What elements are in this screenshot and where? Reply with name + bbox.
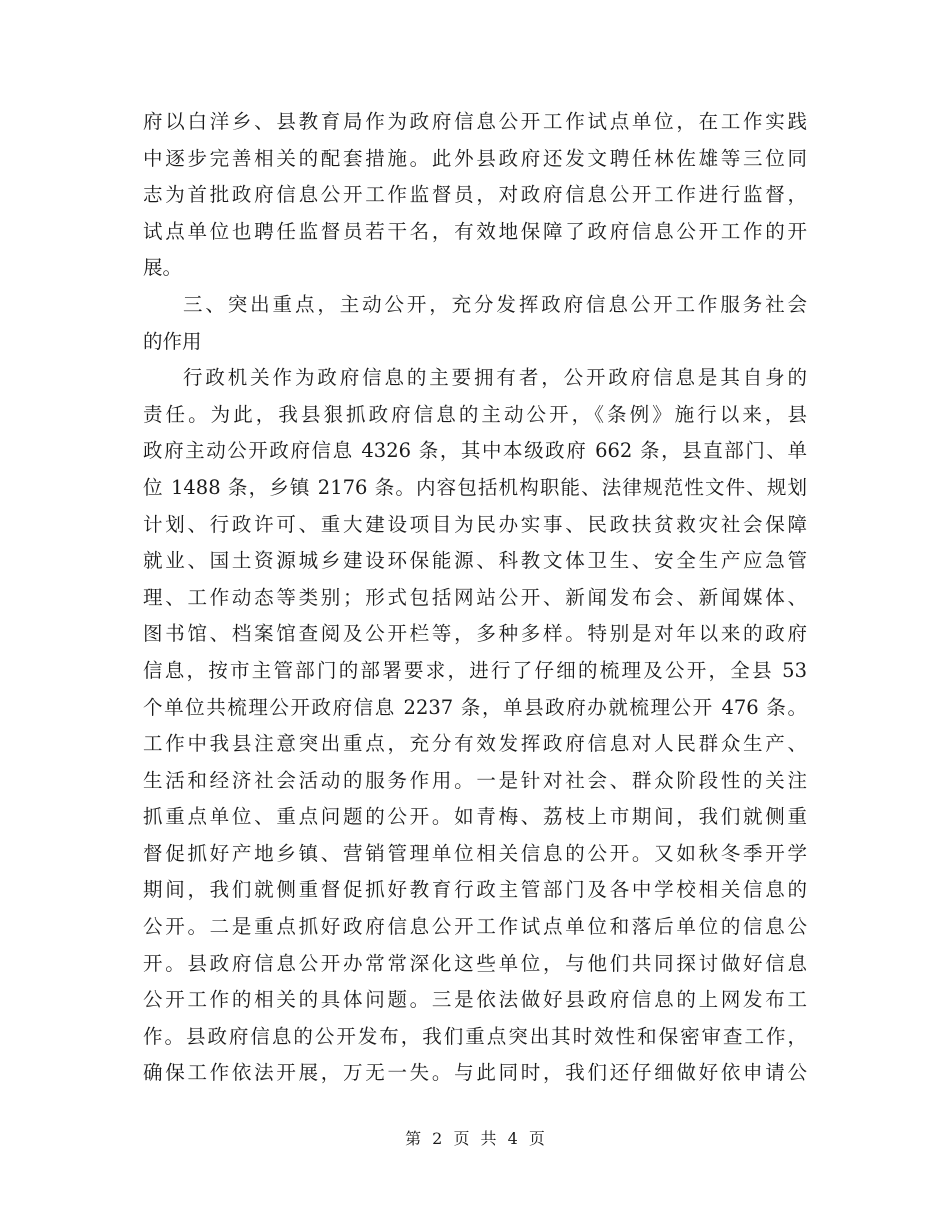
- text-line: 试点单位也聘任监督员若干名，有效地保障了政府信息公开工作的开: [143, 219, 807, 243]
- text-line: 公开工作的相关的具体问题。三是依法做好县政府信息的上网发布工: [143, 988, 807, 1012]
- text-line: 展。: [143, 256, 183, 280]
- text-line: 行政机关作为政府信息的主要拥有者，公开政府信息是其自身的: [183, 366, 807, 390]
- text-line: 公开。二是重点抓好政府信息公开工作试点单位和落后单位的信息公: [143, 915, 807, 939]
- text-line: 计划、行政许可、重大建设项目为民办实事、民政扶贫救灾社会保障: [143, 512, 807, 536]
- text-line: 作。县政府信息的公开发布，我们重点突出其时效性和保密审查工作，: [143, 1024, 807, 1048]
- text-line: 督促抓好产地乡镇、营销管理单位相关信息的公开。又如秋冬季开学: [143, 841, 807, 865]
- text-line: 确保工作依法开展，万无一失。与此同时，我们还仔细做好依申请公: [143, 1061, 807, 1085]
- body-text: [143, 104, 807, 1092]
- text-line: 责任。为此，我县狠抓政府信息的主动公开，《条例》施行以来，县: [143, 402, 807, 426]
- text-line: 位 1488 条，乡镇 2176 条。内容包括机构职能、法律规范性文件、规划: [143, 475, 807, 499]
- text-line: 府以白洋乡、县教育局作为政府信息公开工作试点单位，在工作实践: [143, 110, 807, 133]
- text-line: 抓重点单位、重点问题的公开。如青梅、荔枝上市期间，我们就侧重: [143, 805, 807, 829]
- page-footer: 第 2 页 共 4 页: [405, 1129, 545, 1148]
- text-line: 中逐步完善相关的配套措施。此外县政府还发文聘任林佐雄等三位同: [143, 146, 807, 170]
- text-line: 的作用: [143, 329, 202, 353]
- text-line: 志为首批政府信息公开工作监督员，对政府信息公开工作进行监督，: [143, 183, 807, 207]
- text-line: 生活和经济社会活动的服务作用。一是针对社会、群众阶段性的关注: [143, 768, 807, 792]
- text-line: 开。县政府信息公开办常常深化这些单位，与他们共同探讨做好信息: [143, 951, 807, 975]
- text-line: 就业、国土资源城乡建设环保能源、科教文体卫生、安全生产应急管: [143, 549, 807, 573]
- text-line: 政府主动公开政府信息 4326 条，其中本级政府 662 条，县直部门、单: [143, 439, 807, 463]
- text-line: 信息，按市主管部门的部署要求，进行了仔细的梳理及公开，全县 53: [143, 658, 807, 682]
- text-line: 理、工作动态等类别；形式包括网站公开、新闻发布会、新闻媒体、: [143, 585, 807, 609]
- text-line: 个单位共梳理公开政府信息 2237 条，单县政府办就梳理公开 476 条。: [143, 695, 807, 719]
- text-line: 图书馆、档案馆查阅及公开栏等，多种多样。特别是对年以来的政府: [143, 622, 807, 646]
- text-line: 三、突出重点，主动公开，充分发挥政府信息公开工作服务社会: [183, 292, 807, 316]
- text-line: 工作中我县注意突出重点，充分有效发挥政府信息对人民群众生产、: [143, 732, 807, 756]
- text-line: 期间，我们就侧重督促抓好教育行政主管部门及各中学校相关信息的: [143, 878, 807, 902]
